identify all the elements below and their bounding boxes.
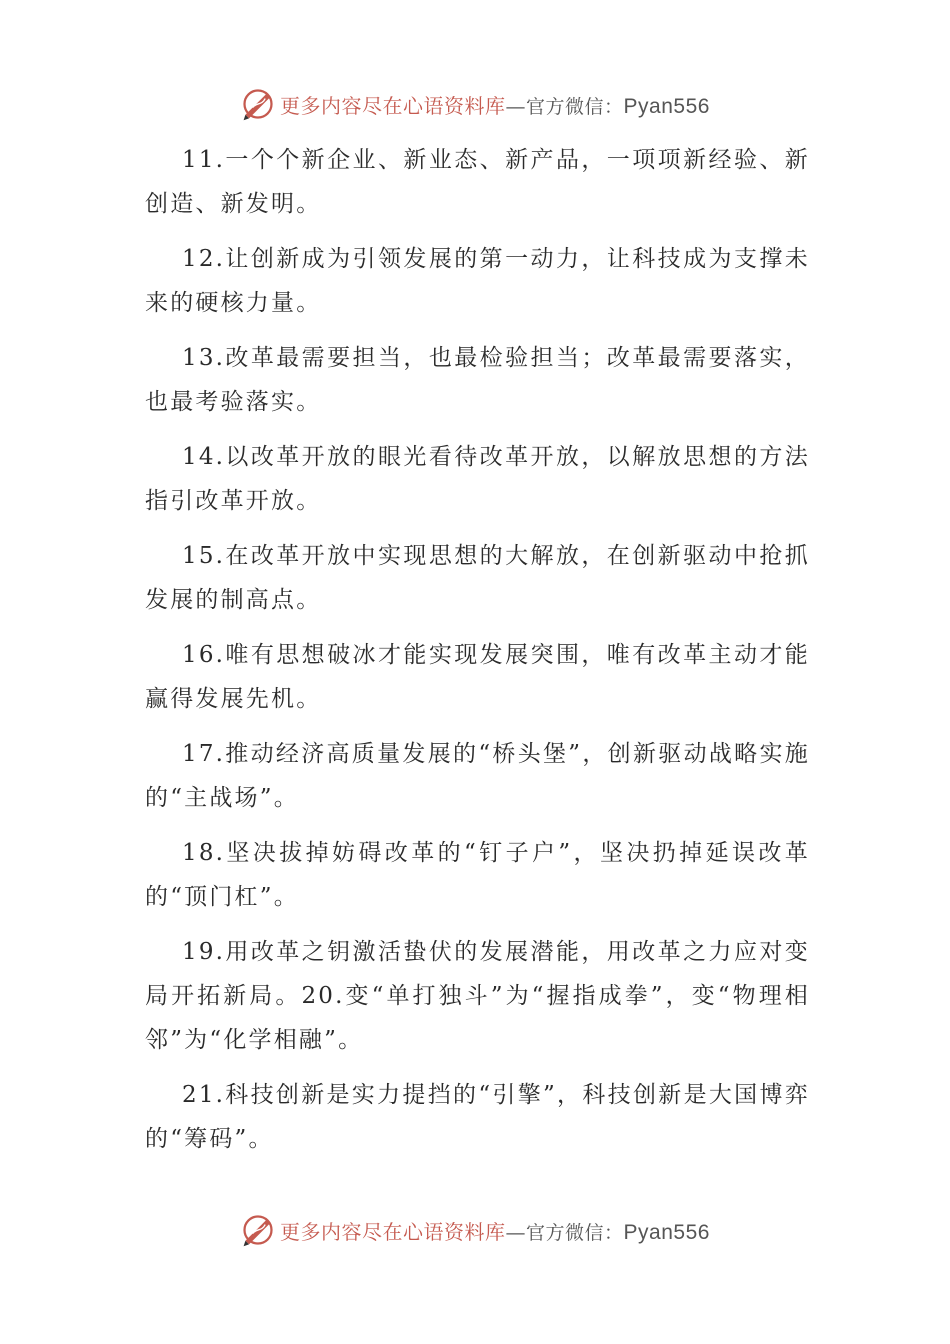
paragraph-17: 17.推动经济高质量发展的“桥头堡”，创新驱动战略实施的“主战场”。 — [145, 741, 810, 811]
paragraph-13: 13.改革最需要担当，也最检验担当；改革最需要落实，也最考验落实。 — [145, 345, 810, 415]
paragraph-21: 21.科技创新是实力提挡的“引擎”，科技创新是大国博弈的“筹码”。 — [145, 1082, 810, 1152]
header-text — [280, 90, 710, 119]
pen-logo-icon — [240, 1212, 276, 1248]
header-banner — [0, 84, 950, 124]
footer-banner — [0, 1210, 950, 1250]
paragraph-11: 11.一个个新企业、新业态、新产品，一项项新经验、新创造、新发明。 — [145, 147, 810, 217]
header-wechat-label: 官方微信： — [526, 95, 624, 118]
header-dash: — — [505, 93, 527, 118]
footer-text — [280, 1216, 710, 1245]
paragraph-19-20: 19.用改革之钥激活蛰伏的发展潜能，用改革之力应对变局开拓新局。20.变“单打独斗”为“握指成拳”，变“物理相邻”为“化学相融”。 — [145, 939, 810, 1053]
paragraph-15: 15.在改革开放中实现思想的大解放，在创新驱动中抢抓发展的制高点。 — [145, 543, 810, 613]
header-site-text: 更多内容尽在心语资料库 — [280, 93, 506, 118]
paragraph-12: 12.让创新成为引领发展的第一动力，让科技成为支撑未来的硬核力量。 — [145, 246, 810, 316]
paragraph-14: 14.以改革开放的眼光看待改革开放，以解放思想的方法指引改革开放。 — [145, 444, 810, 514]
paragraph-16: 16.唯有思想破冰才能实现发展突围，唯有改革主动才能赢得发展先机。 — [145, 642, 810, 712]
footer-wechat-id: Pyan556 — [623, 1220, 710, 1244]
footer-dash: — — [505, 1219, 527, 1244]
pen-logo-icon — [240, 86, 276, 122]
paragraph-18: 18.坚决拔掉妨碍改革的“钉子户”，坚决扔掉延误改革的“顶门杠”。 — [145, 840, 810, 910]
footer-wechat-label: 官方微信： — [526, 1221, 624, 1244]
document-body — [145, 138, 810, 1172]
header-wechat-id: Pyan556 — [623, 94, 710, 118]
footer-site-text: 更多内容尽在心语资料库 — [280, 1219, 506, 1244]
